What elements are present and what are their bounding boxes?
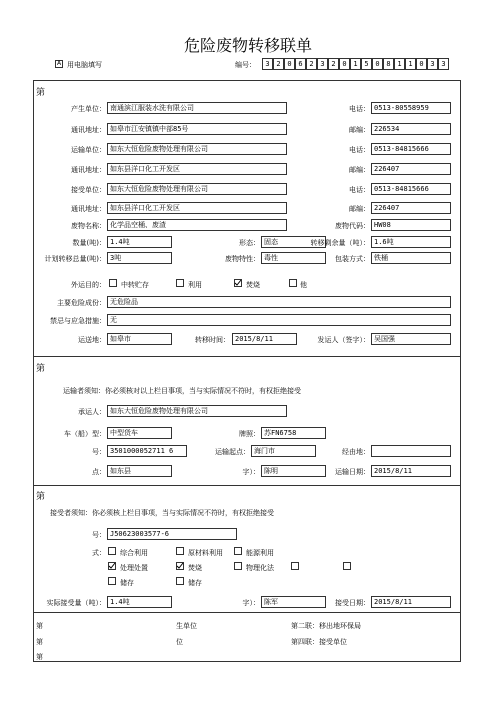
method-opt-10: 储存: [188, 579, 202, 587]
purpose-opt-1: 中转贮存: [121, 281, 149, 289]
method-label: 式：: [92, 549, 106, 557]
serial-digit-17[interactable]: 3: [438, 58, 449, 70]
section-divider-3: [33, 612, 461, 613]
via-field[interactable]: [371, 445, 451, 457]
via-label: 经由地：: [342, 448, 370, 456]
purpose-checkbox-4[interactable]: [289, 279, 297, 287]
transfer-time-field[interactable]: 2015/8/11: [232, 333, 297, 345]
footer-row2-first: 第: [36, 638, 43, 646]
receive-date-label: 接受日期：: [335, 599, 370, 607]
receiver-sign-label: 字）：: [242, 599, 260, 607]
property-field[interactable]: 毒性: [261, 252, 326, 264]
destination-label: 运送地：: [78, 336, 106, 344]
receiver-field[interactable]: 如东大恒危险废物处理有限公司: [107, 183, 287, 195]
address3-label: 通讯地址：: [71, 205, 106, 213]
electronic-label: 用电脑填写: [67, 61, 102, 69]
purpose-label: 外运目的：: [71, 281, 106, 289]
transport-date-field[interactable]: 2015/8/11: [371, 465, 451, 477]
remaining-field[interactable]: 1.6吨: [371, 236, 451, 248]
address1-field[interactable]: 如皋市江安镇镇中部85号: [107, 123, 287, 135]
shipper-field[interactable]: 吴国强: [371, 333, 451, 345]
form-field[interactable]: 固态: [261, 236, 326, 248]
phone1-field[interactable]: 0513-80558959: [371, 102, 451, 114]
method-checkbox-3[interactable]: [234, 547, 242, 555]
address2-label: 通讯地址：: [71, 166, 106, 174]
receive-notice: 接受者须知：你必须核上栏目事项，当与实际情况不符时，有权拒绝接受: [50, 509, 274, 517]
hazard-field[interactable]: 无危险品: [107, 296, 451, 308]
serial-digit-6[interactable]: 3: [317, 58, 328, 70]
checkmark-icon: [176, 562, 184, 570]
method-checkbox-7[interactable]: [291, 562, 299, 570]
plan-field[interactable]: 3吨: [107, 252, 172, 264]
permit-label: 号：: [92, 531, 106, 539]
vehicle-type-label: 车（船）型：: [64, 430, 106, 438]
point-field[interactable]: 如东县: [107, 465, 172, 477]
method-opt-1: 综合利用: [120, 549, 148, 557]
serial-digit-11[interactable]: 0: [372, 58, 383, 70]
method-checkbox-1[interactable]: [108, 547, 116, 555]
address3-field[interactable]: 如东县洋口化工开发区: [107, 202, 287, 214]
method-checkbox-4[interactable]: [108, 562, 116, 570]
taboo-field[interactable]: 无: [107, 314, 451, 326]
serial-digit-16[interactable]: 3: [427, 58, 438, 70]
license-field[interactable]: 3501000052711 6: [107, 445, 187, 457]
method-opt-5: 焚烧: [188, 564, 202, 572]
zip1-field[interactable]: 226534: [371, 123, 451, 135]
transport-date-label: 运输日期：: [335, 468, 370, 476]
waste-name-field[interactable]: 化学品空桶、废渣: [107, 219, 287, 231]
plate-label: 牌照：: [239, 430, 260, 438]
carrier-field[interactable]: 如东大恒危险废物处理有限公司: [107, 405, 287, 417]
license-label: 号：: [92, 448, 106, 456]
receiver-sign-field[interactable]: 陈军: [261, 596, 326, 608]
permit-field[interactable]: J50623003577-6: [107, 528, 237, 540]
serial-digit-14[interactable]: 1: [405, 58, 416, 70]
waste-code-label: 废物代码：: [335, 222, 370, 230]
phone2-field[interactable]: 0513-84815666: [371, 143, 451, 155]
point-label: 点：: [92, 468, 106, 476]
method-opt-2: 原材料利用: [188, 549, 223, 557]
actual-qty-label: 实际接受量（吨）：: [46, 599, 106, 607]
purpose-opt-4: 他: [300, 281, 307, 289]
method-checkbox-9[interactable]: [108, 577, 116, 585]
method-checkbox-8[interactable]: [343, 562, 351, 570]
receiver-label: 接受单位：: [71, 186, 106, 194]
receive-date-field[interactable]: 2015/8/11: [371, 596, 451, 608]
transport-notice: 运输者须知：你必须核对以上栏目事项，当与实际情况不符时，有权拒绝接受: [63, 387, 301, 395]
checkmark-icon: [108, 562, 116, 570]
carrier-label: 承运人：: [78, 408, 106, 416]
phone2-label: 电话：: [349, 146, 370, 154]
serial-digit-9[interactable]: 1: [350, 58, 361, 70]
footer-row2-mid: 位: [176, 638, 183, 646]
serial-digit-12[interactable]: 8: [383, 58, 394, 70]
transfer-time-label: 转移时间：: [195, 336, 230, 344]
transporter-label: 运输单位：: [71, 146, 106, 154]
method-opt-4: 处理处置: [120, 564, 148, 572]
section3-title: 第: [36, 492, 46, 502]
serial-digit-13[interactable]: 1: [394, 58, 405, 70]
origin-field[interactable]: 海门市: [251, 445, 316, 457]
hazard-label: 主要危险成份：: [57, 299, 106, 307]
serial-digit-10[interactable]: 5: [361, 58, 372, 70]
method-opt-9: 储存: [120, 579, 134, 587]
zip3-label: 邮编：: [349, 205, 370, 213]
form-label: 形态：: [239, 239, 260, 247]
plan-label: 计划转移总量(吨)：: [44, 255, 106, 263]
footer-row3-first: 第: [36, 653, 43, 661]
purpose-opt-3: 焚烧: [246, 281, 260, 289]
waste-code-field[interactable]: HW08: [371, 219, 451, 231]
quantity-label: 数量(吨)：: [72, 239, 106, 247]
property-label: 废物特性：: [225, 255, 260, 263]
zip1-label: 邮编：: [349, 126, 370, 134]
serial-digit-2[interactable]: 2: [273, 58, 284, 70]
shipper-label: 发运人（签字）：: [317, 336, 370, 344]
zip2-label: 邮编：: [349, 166, 370, 174]
footer-row1-mid: 生单位: [176, 622, 197, 630]
pack-label: 包装方式：: [335, 255, 370, 263]
section-divider-2: [33, 485, 461, 486]
method-checkbox-2[interactable]: [176, 547, 184, 555]
footer-row1-right: 第二联：移出地环保局: [291, 622, 361, 630]
footer-row2-right: 第四联：接受单位: [291, 638, 347, 646]
plate-field[interactable]: 苏FN6758: [261, 427, 326, 439]
zip3-field[interactable]: 226407: [371, 202, 451, 214]
actual-qty-field[interactable]: 1.4吨: [107, 596, 172, 608]
serial-digit-5[interactable]: 2: [306, 58, 317, 70]
method-checkbox-6[interactable]: [234, 562, 242, 570]
transporter-field[interactable]: 如东大恒危险废物处理有限公司: [107, 143, 287, 155]
checkmark-icon: [234, 279, 242, 287]
footer-row1-first: 第: [36, 622, 43, 630]
form-title: 危险废物转移联单: [183, 36, 312, 55]
serial-digit-4[interactable]: 6: [295, 58, 306, 70]
section1-title: 第: [36, 88, 46, 98]
phone3-field[interactable]: 0513-84815666: [371, 183, 451, 195]
zip2-field[interactable]: 226407: [371, 163, 451, 175]
purpose-opt-2: 利用: [188, 281, 202, 289]
serial-digit-7[interactable]: 2: [328, 58, 339, 70]
serial-digit-15[interactable]: 0: [416, 58, 427, 70]
address1-label: 通讯地址：: [71, 126, 106, 134]
purpose-checkbox-3[interactable]: [234, 279, 242, 287]
serial-label: 编号：: [235, 61, 256, 69]
electronic-checkbox[interactable]: A: [56, 60, 62, 67]
remaining-label: 转移剩余量（吨）：: [310, 239, 370, 247]
method-opt-6: 物理化法: [246, 564, 274, 572]
section-divider-1: [33, 356, 461, 357]
taboo-label: 禁忌与应急措施：: [50, 317, 106, 325]
driver-sign-label: 字）：: [242, 468, 260, 476]
phone1-label: 电话：: [349, 105, 370, 113]
producer-label: 产生单位：: [71, 105, 106, 113]
origin-label: 运输起点：: [215, 448, 250, 456]
method-opt-3: 能源利用: [246, 549, 274, 557]
purpose-checkbox-2[interactable]: [176, 279, 184, 287]
address2-field[interactable]: 如东县洋口化工开发区: [107, 163, 287, 175]
section2-title: 第: [36, 364, 46, 374]
vehicle-type-field[interactable]: 中型货车: [107, 427, 172, 439]
serial-digit-3[interactable]: 0: [284, 58, 295, 70]
producer-field[interactable]: 南通滨江服装水洗有限公司: [107, 102, 287, 114]
quantity-field[interactable]: 1.4吨: [107, 236, 172, 248]
serial-digit-8[interactable]: 0: [339, 58, 350, 70]
pack-field[interactable]: 铁桶: [371, 252, 451, 264]
method-checkbox-10[interactable]: [176, 577, 184, 585]
serial-digit-1[interactable]: 3: [262, 58, 273, 70]
method-checkbox-5[interactable]: [176, 562, 184, 570]
waste-name-label: 废物名称：: [71, 222, 106, 230]
purpose-checkbox-1[interactable]: [109, 279, 117, 287]
destination-field[interactable]: 如皋市: [107, 333, 172, 345]
driver-sign-field[interactable]: 陈明: [261, 465, 326, 477]
phone3-label: 电话：: [349, 186, 370, 194]
